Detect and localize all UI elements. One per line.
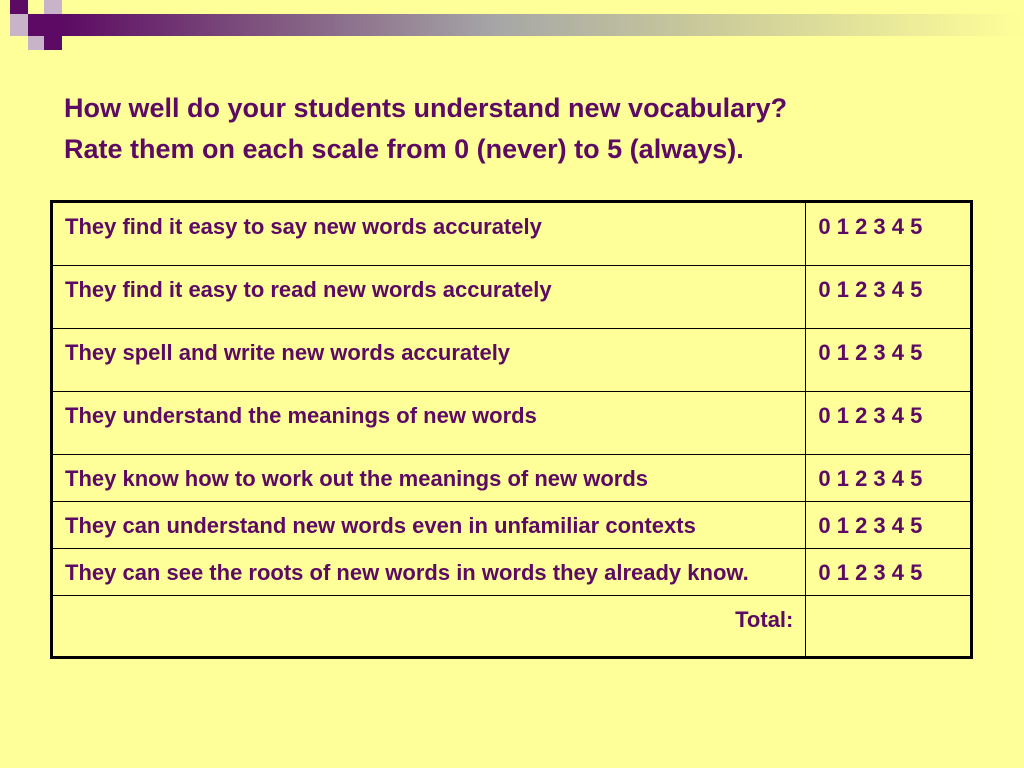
decorative-square	[10, 14, 28, 36]
statement-cell: They know how to work out the meanings of new words	[52, 455, 806, 502]
table-row	[52, 266, 972, 329]
scale-cell: 0 1 2 3 4 5	[806, 329, 972, 392]
statement-cell: They spell and write new words accurately	[52, 329, 806, 392]
decorative-square	[44, 36, 62, 50]
scale-cell: 0 1 2 3 4 5	[806, 202, 972, 266]
total-value	[806, 596, 972, 658]
table-row	[52, 392, 972, 455]
scale-cell: 0 1 2 3 4 5	[806, 502, 972, 549]
decorative-square	[28, 14, 44, 36]
table-row	[52, 549, 972, 596]
scale-cell: 0 1 2 3 4 5	[806, 266, 972, 329]
statement-cell: They understand the meanings of new words	[52, 392, 806, 455]
scale-cell: 0 1 2 3 4 5	[806, 455, 972, 502]
title-line: How well do your students understand new vocabulary?	[64, 93, 788, 123]
decorative-square	[10, 0, 28, 14]
slide-title	[64, 88, 1004, 170]
total-label: Total:	[52, 596, 806, 658]
table-row	[52, 329, 972, 392]
statement-cell: They find it easy to say new words accurately	[52, 202, 806, 266]
total-row	[52, 596, 972, 658]
decorative-square	[28, 36, 44, 50]
title-line: Rate them on each scale from 0 (never) to 5 (always).	[64, 134, 744, 164]
statement-cell: They find it easy to read new words accurately	[52, 266, 806, 329]
decorative-square	[44, 14, 62, 36]
scale-cell: 0 1 2 3 4 5	[806, 392, 972, 455]
table-row	[52, 202, 972, 266]
scale-cell: 0 1 2 3 4 5	[806, 549, 972, 596]
table-row	[52, 455, 972, 502]
statement-cell: They can see the roots of new words in words they already know.	[52, 549, 806, 596]
table-row	[52, 502, 972, 549]
rating-table	[50, 200, 973, 659]
statement-cell: They can understand new words even in unfamiliar contexts	[52, 502, 806, 549]
decorative-square	[44, 0, 62, 14]
header-gradient-band	[62, 14, 1024, 36]
